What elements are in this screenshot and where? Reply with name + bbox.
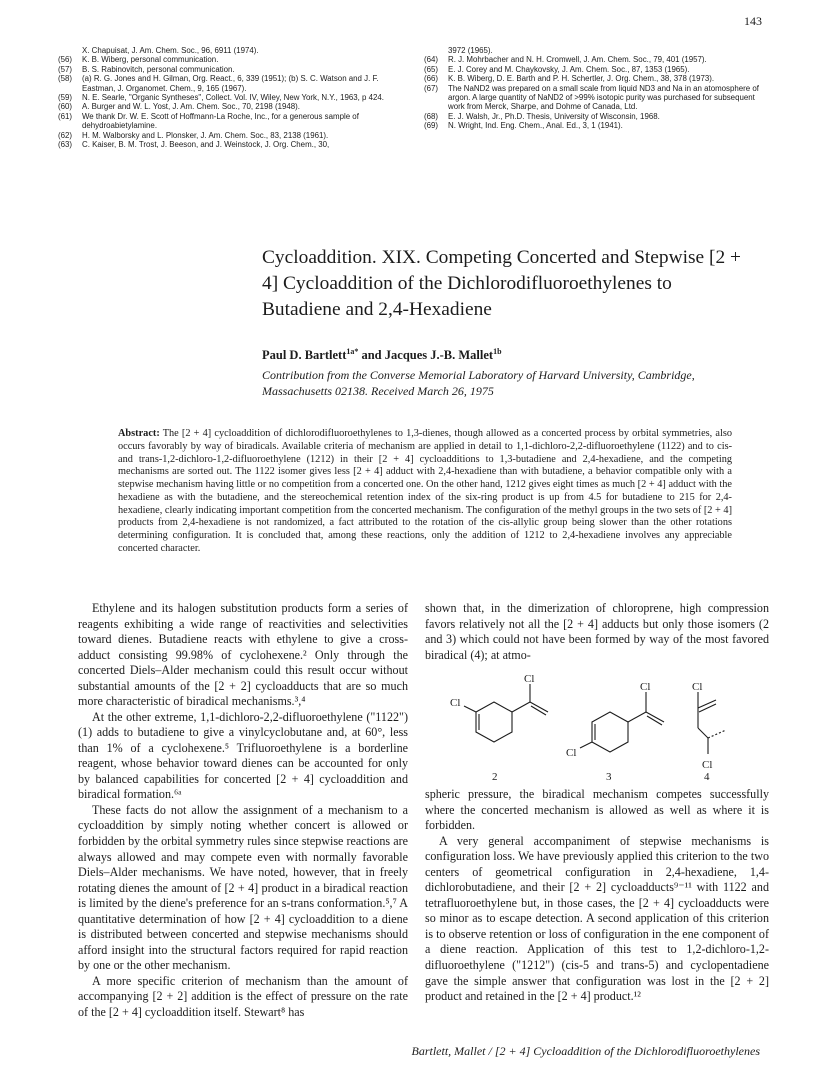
reference-text: 3972 (1965). bbox=[448, 46, 493, 55]
reference-number: (62) bbox=[58, 130, 73, 140]
running-footer: Bartlett, Mallet / [2 + 4] Cycloaddition of the Dichlorodifluoroethylenes bbox=[411, 1044, 760, 1058]
references-right bbox=[424, 46, 768, 131]
reference-entry bbox=[424, 121, 768, 130]
paragraph: A more specific criterion of mechanism than the amount of accompanying [2 + 2] addition is the effect of pressure on the rate of the [2 + 4] cycloaddition itself. Stewart⁸ has bbox=[78, 973, 408, 1019]
reference-text: E. J. Corey and M. Chaykovsky, J. Am. Chem. Soc., 87, 1353 (1965). bbox=[448, 64, 690, 74]
reference-entry bbox=[424, 84, 768, 112]
reference-entry bbox=[424, 46, 768, 55]
reference-text: C. Kaiser, B. M. Trost, J. Beeson, and J. Weinstock, J. Org. Chem., 30, bbox=[82, 140, 330, 150]
abstract-label: Abstract: bbox=[118, 428, 160, 439]
reference-text: R. J. Mohrbacher and N. H. Cromwell, J. Am. Chem. Soc., 79, 401 (1957). bbox=[448, 55, 707, 65]
author-2-affil-mark: 1b bbox=[493, 347, 502, 356]
compound-number-3: 3 bbox=[606, 771, 612, 782]
reference-text: B. S. Rabinovitch, personal communication. bbox=[82, 64, 235, 74]
reference-text: N. Wright, Ind. Eng. Chem., Anal. Ed., 3, 1 (1941). bbox=[448, 121, 623, 131]
compound-number-2: 2 bbox=[492, 771, 498, 782]
reference-text: A. Burger and W. L. Yost, J. Am. Chem. Soc., 70, 2198 (1948). bbox=[82, 102, 300, 112]
reference-entry bbox=[424, 74, 768, 83]
author-1: Paul D. Bartlett bbox=[262, 348, 347, 363]
reference-text: We thank Dr. W. E. Scott of Hoffmann-La Roche, Inc., for a generous sample of dehydroabietylamine. bbox=[82, 111, 359, 131]
reference-text: (a) R. G. Jones and H. Gilman, Org. React., 6, 339 (1951); (b) S. C. Watson and J. F. Eastman, J. Organomet. Chem., 9, 165 (1967). bbox=[82, 74, 379, 93]
reference-text: X. Chapuisat, J. Am. Chem. Soc., 96, 6911 (1974). bbox=[82, 46, 259, 55]
reference-entry bbox=[58, 93, 398, 102]
cl-label: Cl bbox=[640, 681, 651, 693]
paragraph: Ethylene and its halogen substitution products form a series of reagents exhibiting a wide range of reactivities and selectivities toward dienes. Butadiene reacts with ethylene to give a cross-adduct consisting 99.98% of cyclohexene.² Only through the concerted Diels–Alder mechanism could this result occur without substantial amounts of the [2 + 2] cycloadducts that are so much more characteristic of biradical mechanisms.³,⁴ bbox=[78, 601, 408, 709]
compound-number-4: 4 bbox=[704, 771, 710, 782]
reference-number bbox=[58, 46, 82, 55]
reference-number: (56) bbox=[58, 55, 73, 65]
structure-2-drawing bbox=[464, 684, 548, 742]
article-title: Cycloaddition. XIX. Competing Concerted and Stepwise [2 + 4] Cycloaddition of the Dichlorodifluoroethylenes to Butadiene and 2,4-Hexadiene bbox=[262, 247, 741, 320]
reference-text: H. M. Walborsky and L. Plonsker, J. Am. Chem. Soc., 83, 2138 (1961). bbox=[82, 130, 329, 140]
paragraph: spheric pressure, the biradical mechanism competes successfully where the concerted mechanism is allowed as well as where it is forbidden. bbox=[425, 787, 769, 833]
reference-number: (61) bbox=[58, 111, 73, 121]
reference-number: (68) bbox=[424, 111, 439, 121]
author-1-affil-mark: 1a* bbox=[346, 347, 359, 356]
paragraph: These facts do not allow the assignment of a mechanism to a cycloaddition by simply noting whether concert is allowed or forbidden by the orbital symmetry rules since stepwise reactions are always allowed and may compete even with normally favorable Diels–Alder mechanisms. We have noted, however, that in freely rotating dienes the amount of [2 + 4] product in a biradical reaction is limited by the diene's preference for an s-trans conformation.⁵,⁷ A quantitative determination of how [2 + 4] cycloaddition to a diene is distributed between concerted and stepwise mechanisms should afford insight into the structural factors required for rapid reaction by one or the other mechanism. bbox=[78, 802, 408, 973]
reference-number: (65) bbox=[424, 64, 439, 74]
reference-number: (57) bbox=[58, 64, 73, 74]
reference-text: N. E. Searle, "Organic Syntheses", Collect. Vol. IV, Wiley, New York, N.Y., 1963, p 424. bbox=[82, 93, 384, 103]
reference-number: (69) bbox=[424, 121, 439, 131]
reference-entry bbox=[58, 74, 398, 93]
cl-label: Cl bbox=[566, 747, 577, 759]
cl-label: Cl bbox=[524, 673, 535, 685]
reference-entry bbox=[58, 65, 398, 74]
reference-entry bbox=[58, 131, 398, 140]
body-column-left bbox=[78, 601, 408, 1020]
paragraph: At the other extreme, 1,1-dichloro-2,2-difluoroethylene ("1122") (1) adds to butadiene to give a vinylcyclobutane and, at 60°, less than 1% of a cyclohexene.⁵ Trifluoroethylene is a borderline reagent, whose behavior toward dienes can be accounted for only by balanced capabilities for concerted [2 + 4] cycloaddition and biradical formation.⁶ᵃ bbox=[78, 709, 408, 802]
paragraph: A very general accompaniment of stepwise mechanisms is configuration loss. We have previously applied this criterion to the two centers of geometrical configuration in 2,4-hexadiene, 1,4-dichlorobutadiene, and their [2 + 2] cycloadducts⁹⁻¹¹ with 1122 and tetrafluoroethylene but, in those cases, the [2 + 4] cycloadducts were so minor as to escape detection. A second application of this criterion is to observe retention or loss of configuration in the ene component of a diene reaction. Application of this test to 1,2-dichloro-1,2-difluoroethylene ("1212") (cis-5 and trans-5) and cyclopentadiene gave the simple answer that configuration was lost in the [2 + 2] product and retained in the [2 + 4] product.¹² bbox=[425, 833, 769, 1004]
reference-entry bbox=[424, 112, 768, 121]
reference-number: (58) bbox=[58, 74, 73, 84]
author-conjunction: and bbox=[358, 348, 385, 363]
structures-svg bbox=[436, 672, 766, 782]
reference-text: E. J. Walsh, Jr., Ph.D. Thesis, University of Wisconsin, 1968. bbox=[448, 111, 660, 121]
cl-label: Cl bbox=[702, 759, 713, 771]
page-number: 143 bbox=[744, 14, 762, 28]
reference-number: (64) bbox=[424, 55, 439, 65]
reference-entry bbox=[58, 112, 398, 131]
reference-entry bbox=[58, 46, 398, 55]
reference-number: (60) bbox=[58, 102, 73, 112]
cl-label: Cl bbox=[692, 681, 703, 693]
abstract bbox=[118, 428, 732, 556]
paragraph: shown that, in the dimerization of chloroprene, high compression favors relatively not all the [2 + 4] adducts but only those isomers (2 and 3) which could not have been formed by way of the most favored biradical (4); at atmo- bbox=[425, 601, 769, 662]
references-left bbox=[58, 46, 398, 149]
reference-text: K. B. Wiberg, D. E. Barth and P. H. Schertler, J. Org. Chem., 38, 378 (1973). bbox=[448, 74, 715, 84]
reference-number bbox=[424, 46, 448, 55]
reference-entry bbox=[58, 55, 398, 64]
structure-4-drawing bbox=[698, 692, 726, 754]
author-line bbox=[262, 347, 502, 363]
structure-3-drawing bbox=[580, 692, 664, 752]
body-column-right bbox=[425, 601, 769, 1005]
reference-entry bbox=[424, 65, 768, 74]
affiliation: Contribution from the Converse Memorial Laboratory of Harvard University, Cambridge, Massachusetts 02138. Received March 26, 1975 bbox=[262, 368, 695, 399]
reference-number: (66) bbox=[424, 74, 439, 84]
chemical-structures bbox=[436, 672, 766, 782]
cl-label: Cl bbox=[450, 697, 461, 709]
reference-entry bbox=[58, 102, 398, 111]
reference-entry bbox=[424, 55, 768, 64]
reference-number: (67) bbox=[424, 83, 439, 93]
reference-text: The NaND2 was prepared on a small scale from liquid ND3 and Na in an atomosphere of argon. A large quantity of NaND2 of >99% isotopic purity was purchased for subsequent work from Merck, Sharpe, and Dohme of Canada, Ltd. bbox=[448, 83, 759, 112]
reference-entry bbox=[58, 140, 398, 149]
reference-number: (63) bbox=[58, 140, 73, 150]
reference-text: K. B. Wiberg, personal communication. bbox=[82, 55, 219, 65]
reference-number: (59) bbox=[58, 93, 73, 103]
author-2: Jacques J.-B. Mallet bbox=[384, 348, 494, 363]
abstract-text: The [2 + 4] cycloaddition of dichlorodifluoroethylenes to 1,3-dienes, though allowed as a concerted process by orbital symmetries, also occurs favorably by way of biradicals. Available criteria of mechanism are applied in detail to 1,1-dichloro-2,2-difluoroethylene (1122) and to cis- and trans-1,2-dichloro-1,2-difluoroethylene (1212) in their [2 + 4] cycloadditions to 1,3-butadiene and 2,4-hexadiene, and the competing mechanisms are sorted out. The 1122 isomer gives less [2 + 4] adduct with 2,4-hexadiene than with butadiene, a behavior compatible only with a stepwise mechanism having little or no competition from a concerted one. On the other hand, 1212 gives eight times as much [2 + 4] adduct with the hexadiene as with the butadiene, and the stereochemical retention index of the six-ring product is up from 4.5 for butadiene to 215 for 2,4-hexadiene, clearly indicating important competition from the concerted mechanism. The configuration of the methyl groups in the two sets of [2 + 4] products from 2,4-hexadiene is not randomized, a fact attributed to the rotation of the cis-allylic group being slower than the other rotations determining configuration. It is concluded that, among these reactions, only the addition of 1212 to 2,4-hexadiene involves any appreciable concerted character. bbox=[118, 428, 732, 554]
